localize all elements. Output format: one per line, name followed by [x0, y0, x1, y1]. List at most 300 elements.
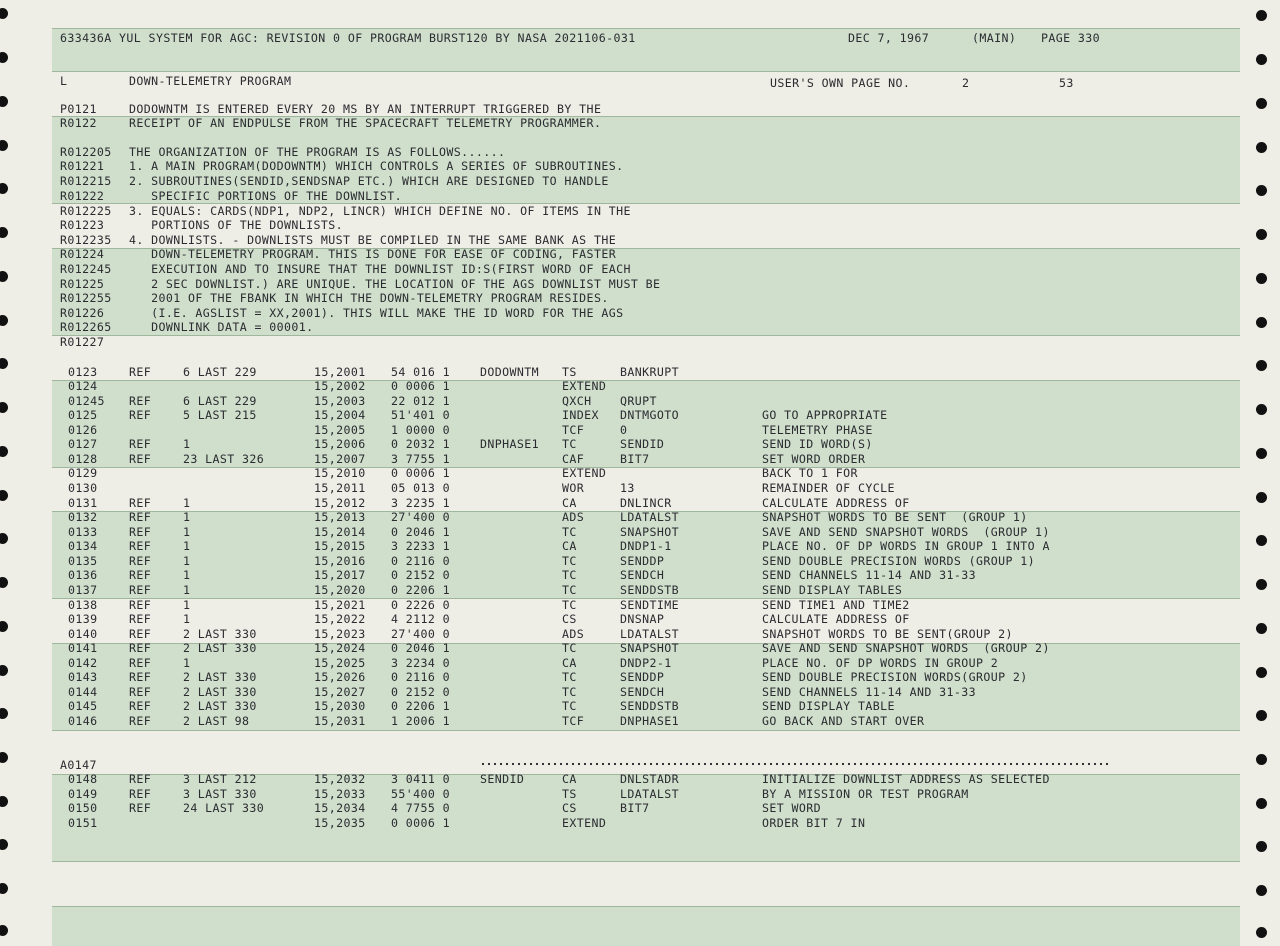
octal-code: 05 013 0 [391, 481, 451, 495]
comment-line-id: R01225 [60, 277, 105, 291]
greenbar-rule [52, 730, 1240, 731]
comment-line-id: R01227 [60, 335, 105, 349]
ref-marker: REF [129, 801, 152, 815]
feed-hole [1256, 142, 1267, 153]
address: 15,2014 [314, 525, 366, 539]
opcode: CS [562, 612, 577, 626]
ref-marker: REF [129, 772, 152, 786]
program-name: DOWN-TELEMETRY PROGRAM [129, 74, 292, 88]
feed-hole [1256, 885, 1267, 896]
operand: DNSNAP [620, 612, 665, 626]
code-comment: CALCULATE ADDRESS OF [762, 612, 910, 626]
operand: LDATALST [620, 510, 680, 524]
octal-code: 3 7755 1 [391, 452, 451, 466]
code-comment: SEND CHANNELS 11-14 AND 31-33 [762, 568, 977, 582]
opcode: EXTEND [562, 816, 607, 830]
feed-hole [0, 446, 8, 457]
comment-line-text: 2. SUBROUTINES(SENDID,SENDSNAP ETC.) WHICH ARE DESIGNED TO HANDLE [129, 174, 609, 188]
ref-info: 2 LAST 98 [183, 714, 250, 728]
line-number: A0147 [60, 758, 97, 772]
feed-hole [0, 708, 8, 719]
address: 15,2023 [314, 627, 366, 641]
ref-info: 2 LAST 330 [183, 641, 257, 655]
comment-line-text: 1. A MAIN PROGRAM(DODOWNTM) WHICH CONTROLS A SERIES OF SUBROUTINES. [129, 159, 624, 173]
comment-line-id: R01226 [60, 306, 105, 320]
opcode: TC [562, 670, 577, 684]
code-comment: REMAINDER OF CYCLE [762, 481, 895, 495]
octal-code: 4 2112 0 [391, 612, 451, 626]
comment-line-id: R01223 [60, 218, 105, 232]
line-number: 0133 [68, 525, 98, 539]
greenbar-rule [52, 861, 1240, 862]
comment-line-text: EXECUTION AND TO INSURE THAT THE DOWNLIST ID:S(FIRST WORD OF EACH [129, 262, 631, 276]
opcode: CA [562, 772, 577, 786]
comment-line-text: (I.E. AGSLIST = XX,2001). THIS WILL MAKE THE ID WORD FOR THE AGS [129, 306, 624, 320]
ref-info: 3 LAST 330 [183, 787, 257, 801]
line-number: 0142 [68, 656, 98, 670]
opcode: TC [562, 568, 577, 582]
ref-marker: REF [129, 496, 152, 510]
feed-hole [0, 96, 8, 107]
opcode: TC [562, 598, 577, 612]
ref-marker: REF [129, 699, 152, 713]
comment-line-text: PORTIONS OF THE DOWNLISTS. [129, 218, 344, 232]
comment-line-id: P0121 [60, 102, 97, 116]
code-comment: SET WORD ORDER [762, 452, 866, 466]
code-comment: PLACE NO. OF DP WORDS IN GROUP 2 [762, 656, 999, 670]
opcode: ADS [562, 510, 585, 524]
header-section: (MAIN) [972, 31, 1017, 45]
feed-hole [1256, 623, 1267, 634]
feed-hole [0, 8, 8, 19]
ref-marker: REF [129, 670, 152, 684]
label: SENDID [480, 772, 525, 786]
feed-hole [1256, 54, 1267, 65]
octal-code: 0 2046 1 [391, 525, 451, 539]
greenbar-rule [52, 467, 1240, 468]
feed-hole [0, 533, 8, 544]
address: 15,2001 [314, 365, 366, 379]
operand: SENDDSTB [620, 583, 680, 597]
feed-hole [1256, 492, 1267, 503]
code-comment: SNAPSHOT WORDS TO BE SENT(GROUP 2) [762, 627, 1013, 641]
operand: DNLINCR [620, 496, 672, 510]
feed-hole [1256, 535, 1267, 546]
line-number: 01245 [68, 394, 105, 408]
line-number: 0138 [68, 598, 98, 612]
comment-line-text: DOWN-TELEMETRY PROGRAM. THIS IS DONE FOR EASE OF CODING, FASTER [129, 247, 617, 261]
code-comment: SEND DISPLAY TABLES [762, 583, 903, 597]
users-page-number: 2 [962, 76, 970, 90]
opcode: CAF [562, 452, 585, 466]
program-code: 53 [1059, 76, 1074, 90]
code-comment: CALCULATE ADDRESS OF [762, 496, 910, 510]
octal-code: 54 016 1 [391, 365, 451, 379]
line-number: 0136 [68, 568, 98, 582]
comment-line-id: R012265 [60, 320, 112, 334]
address: 15,2032 [314, 772, 366, 786]
address: 15,2017 [314, 568, 366, 582]
feed-hole [0, 183, 8, 194]
operand: SENDDSTB [620, 699, 680, 713]
line-number: 0143 [68, 670, 98, 684]
feed-hole [0, 227, 8, 238]
feed-hole [0, 752, 8, 763]
address: 15,2016 [314, 554, 366, 568]
octal-code: 0 0006 1 [391, 816, 451, 830]
operand: LDATALST [620, 787, 680, 801]
comment-line-text: 2001 OF THE FBANK IN WHICH THE DOWN-TELEMETRY PROGRAM RESIDES. [129, 291, 609, 305]
greenbar-band [52, 906, 1240, 946]
opcode: QXCH [562, 394, 592, 408]
opcode: CS [562, 801, 577, 815]
ref-info: 1 [183, 510, 191, 524]
feed-hole [1256, 98, 1267, 109]
address: 15,2021 [314, 598, 366, 612]
header-date: DEC 7, 1967 [848, 31, 930, 45]
header-title: 633436A YUL SYSTEM FOR AGC: REVISION 0 OF PROGRAM BURST120 BY NASA 2021106-031 [60, 31, 636, 45]
feed-hole [0, 315, 8, 326]
code-comment: BACK TO 1 FOR [762, 466, 858, 480]
address: 15,2030 [314, 699, 366, 713]
line-number: 0141 [68, 641, 98, 655]
address: 15,2027 [314, 685, 366, 699]
ref-info: 6 LAST 229 [183, 394, 257, 408]
ref-marker: REF [129, 685, 152, 699]
operand: SENDTIME [620, 598, 680, 612]
address: 15,2033 [314, 787, 366, 801]
label: DODOWNTM [480, 365, 540, 379]
octal-code: 3 2235 1 [391, 496, 451, 510]
operand: SENDCH [620, 685, 665, 699]
feed-hole [1256, 404, 1267, 415]
header-page: PAGE 330 [1041, 31, 1101, 45]
operand: SENDCH [620, 568, 665, 582]
feed-hole [0, 402, 8, 413]
opcode: TC [562, 437, 577, 451]
octal-code: 0 0006 1 [391, 379, 451, 393]
code-comment: SAVE AND SEND SNAPSHOT WORDS (GROUP 1) [762, 525, 1050, 539]
greenbar-rule [52, 380, 1240, 381]
comment-line-text: THE ORGANIZATION OF THE PROGRAM IS AS FOLLOWS...... [129, 145, 506, 159]
ref-marker: REF [129, 598, 152, 612]
address: 15,2026 [314, 670, 366, 684]
feed-hole [0, 839, 8, 850]
line-number: 0134 [68, 539, 98, 553]
octal-code: 3 0411 0 [391, 772, 451, 786]
operand: SENDID [620, 437, 665, 451]
comment-line-id: R012235 [60, 233, 112, 247]
feed-hole [0, 577, 8, 588]
address: 15,2011 [314, 481, 366, 495]
ref-marker: REF [129, 539, 152, 553]
program-tag: L [60, 74, 68, 88]
greenbar-rule [52, 906, 1240, 907]
comment-line-text: 3. EQUALS: CARDS(NDP1, NDP2, LINCR) WHICH DEFINE NO. OF ITEMS IN THE [129, 204, 631, 218]
ref-marker: REF [129, 394, 152, 408]
address: 15,2035 [314, 816, 366, 830]
greenbar-rule [52, 335, 1240, 336]
feed-hole [1256, 667, 1267, 678]
line-number: 0145 [68, 699, 98, 713]
opcode: TS [562, 365, 577, 379]
octal-code: 1 0000 0 [391, 423, 451, 437]
octal-code: 22 012 1 [391, 394, 451, 408]
users-page-label: USER'S OWN PAGE NO. [770, 76, 911, 90]
address: 15,2007 [314, 452, 366, 466]
line-number: 0140 [68, 627, 98, 641]
octal-code: 55'400 0 [391, 787, 451, 801]
ref-marker: REF [129, 452, 152, 466]
octal-code: 3 2234 0 [391, 656, 451, 670]
feed-hole [1256, 798, 1267, 809]
operand: DNTMGOTO [620, 408, 680, 422]
line-number: 0146 [68, 714, 98, 728]
address: 15,2015 [314, 539, 366, 553]
opcode: CA [562, 496, 577, 510]
feed-hole [1256, 10, 1267, 21]
feed-hole [0, 796, 8, 807]
address: 15,2006 [314, 437, 366, 451]
ref-marker: REF [129, 554, 152, 568]
octal-code: 0 2206 1 [391, 699, 451, 713]
greenbar-rule [52, 28, 1240, 29]
ref-info: 1 [183, 598, 191, 612]
line-number: 0126 [68, 423, 98, 437]
ref-info: 5 LAST 215 [183, 408, 257, 422]
comment-line-id: R01222 [60, 189, 105, 203]
ref-info: 1 [183, 496, 191, 510]
code-comment: TELEMETRY PHASE [762, 423, 873, 437]
octal-code: 0 2152 0 [391, 685, 451, 699]
operand: BANKRUPT [620, 365, 680, 379]
comment-line-text: 2 SEC DOWNLIST.) ARE UNIQUE. THE LOCATION OF THE AGS DOWNLIST MUST BE [129, 277, 661, 291]
line-number: 0131 [68, 496, 98, 510]
line-number: 0128 [68, 452, 98, 466]
feed-hole [1256, 710, 1267, 721]
address: 15,2022 [314, 612, 366, 626]
feed-hole [1256, 841, 1267, 852]
ref-marker: REF [129, 627, 152, 641]
octal-code: 0 2116 0 [391, 554, 451, 568]
operand: SNAPSHOT [620, 641, 680, 655]
ref-marker: REF [129, 656, 152, 670]
operand: DNDP1-1 [620, 539, 672, 553]
ref-info: 1 [183, 656, 191, 670]
opcode: TCF [562, 714, 585, 728]
code-comment: ORDER BIT 7 IN [762, 816, 866, 830]
address: 15,2025 [314, 656, 366, 670]
octal-code: 0 2152 0 [391, 568, 451, 582]
ref-info: 2 LAST 330 [183, 627, 257, 641]
line-number: 0148 [68, 772, 98, 786]
feed-hole [1256, 229, 1267, 240]
ref-marker: REF [129, 510, 152, 524]
opcode: WOR [562, 481, 585, 495]
line-number: 0151 [68, 816, 98, 830]
feed-hole [0, 358, 8, 369]
address: 15,2031 [314, 714, 366, 728]
line-number: 0129 [68, 466, 98, 480]
ref-info: 2 LAST 330 [183, 670, 257, 684]
ref-marker: REF [129, 408, 152, 422]
ref-marker: REF [129, 641, 152, 655]
octal-code: 27'400 0 [391, 627, 451, 641]
comment-line-text: DODOWNTM IS ENTERED EVERY 20 MS BY AN INTERRUPT TRIGGERED BY THE [129, 102, 602, 116]
comment-line-text: RECEIPT OF AN ENDPULSE FROM THE SPACECRAFT TELEMETRY PROGRAMMER. [129, 116, 602, 130]
address: 15,2002 [314, 379, 366, 393]
code-comment: GO BACK AND START OVER [762, 714, 925, 728]
ref-info: 6 LAST 229 [183, 365, 257, 379]
ref-marker: REF [129, 568, 152, 582]
address: 15,2024 [314, 641, 366, 655]
comment-line-id: R01224 [60, 247, 105, 261]
operand: 0 [620, 423, 628, 437]
opcode: CA [562, 539, 577, 553]
ref-marker: REF [129, 714, 152, 728]
code-comment: SEND DOUBLE PRECISION WORDS(GROUP 2) [762, 670, 1028, 684]
operand: 13 [620, 481, 635, 495]
code-comment: SEND ID WORD(S) [762, 437, 873, 451]
address: 15,2003 [314, 394, 366, 408]
ref-info: 24 LAST 330 [183, 801, 265, 815]
operand: SENDDP [620, 554, 665, 568]
octal-code: 0 2032 1 [391, 437, 451, 451]
ref-info: 1 [183, 525, 191, 539]
ref-marker: REF [129, 583, 152, 597]
feed-hole [1256, 360, 1267, 371]
line-number: 0139 [68, 612, 98, 626]
feed-hole [0, 621, 8, 632]
operand: SNAPSHOT [620, 525, 680, 539]
line-number: 0123 [68, 365, 98, 379]
address: 15,2012 [314, 496, 366, 510]
line-number: 0135 [68, 554, 98, 568]
feed-hole [1256, 579, 1267, 590]
opcode: EXTEND [562, 466, 607, 480]
comment-line-id: R01221 [60, 159, 105, 173]
code-comment: SNAPSHOT WORDS TO BE SENT (GROUP 1) [762, 510, 1028, 524]
operand: BIT7 [620, 801, 650, 815]
comment-line-text: SPECIFIC PORTIONS OF THE DOWNLIST. [129, 189, 403, 203]
comment-line-id: R012225 [60, 204, 112, 218]
code-comment: SAVE AND SEND SNAPSHOT WORDS (GROUP 2) [762, 641, 1050, 655]
ref-info: 1 [183, 612, 191, 626]
line-number: 0124 [68, 379, 98, 393]
octal-code: 0 2116 0 [391, 670, 451, 684]
ref-info: 2 LAST 330 [183, 699, 257, 713]
octal-code: 0 2226 0 [391, 598, 451, 612]
code-comment: BY A MISSION OR TEST PROGRAM [762, 787, 969, 801]
octal-code: 51'401 0 [391, 408, 451, 422]
line-number: 0132 [68, 510, 98, 524]
line-number: 0150 [68, 801, 98, 815]
ref-info: 1 [183, 437, 191, 451]
comment-line-id: R0122 [60, 116, 97, 130]
line-number: 0137 [68, 583, 98, 597]
opcode: INDEX [562, 408, 599, 422]
ref-marker: REF [129, 365, 152, 379]
code-comment: SEND CHANNELS 11-14 AND 31-33 [762, 685, 977, 699]
feed-hole [1256, 927, 1267, 938]
operand: QRUPT [620, 394, 657, 408]
comment-line-id: R012245 [60, 262, 112, 276]
comment-line-id: R012205 [60, 145, 112, 159]
opcode: EXTEND [562, 379, 607, 393]
octal-code: 1 2006 1 [391, 714, 451, 728]
feed-hole [0, 883, 8, 894]
opcode: CA [562, 656, 577, 670]
feed-hole [1256, 448, 1267, 459]
line-number: 0125 [68, 408, 98, 422]
ref-info: 3 LAST 212 [183, 772, 257, 786]
operand: DNPHASE1 [620, 714, 680, 728]
code-comment: SEND DOUBLE PRECISION WORDS (GROUP 1) [762, 554, 1036, 568]
operand: LDATALST [620, 627, 680, 641]
feed-hole [1256, 754, 1267, 765]
operand: SENDDP [620, 670, 665, 684]
code-comment: SET WORD [762, 801, 822, 815]
feed-hole [1256, 317, 1267, 328]
operand: DNDP2-1 [620, 656, 672, 670]
line-number: 0127 [68, 437, 98, 451]
ref-info: 1 [183, 568, 191, 582]
operand: BIT7 [620, 452, 650, 466]
opcode: ADS [562, 627, 585, 641]
feed-hole [1256, 185, 1267, 196]
code-comment: INITIALIZE DOWNLIST ADDRESS AS SELECTED [762, 772, 1050, 786]
ref-info: 23 LAST 326 [183, 452, 265, 466]
comment-line-id: R012255 [60, 291, 112, 305]
label: DNPHASE1 [480, 437, 540, 451]
ref-info: 2 LAST 330 [183, 685, 257, 699]
line-number: 0144 [68, 685, 98, 699]
octal-code: 0 0006 1 [391, 466, 451, 480]
opcode: TC [562, 583, 577, 597]
code-comment: SEND DISPLAY TABLE [762, 699, 895, 713]
comment-line-text: DOWNLINK DATA = 00001. [129, 320, 314, 334]
ref-info: 1 [183, 554, 191, 568]
opcode: TC [562, 699, 577, 713]
ref-marker: REF [129, 612, 152, 626]
code-comment: SEND TIME1 AND TIME2 [762, 598, 910, 612]
feed-hole [0, 665, 8, 676]
octal-code: 3 2233 1 [391, 539, 451, 553]
address: 15,2005 [314, 423, 366, 437]
ref-marker: REF [129, 787, 152, 801]
operand: DNLSTADR [620, 772, 680, 786]
address: 15,2010 [314, 466, 366, 480]
opcode: TC [562, 641, 577, 655]
comment-line-text: 4. DOWNLISTS. - DOWNLISTS MUST BE COMPILED IN THE SAME BANK AS THE [129, 233, 617, 247]
ref-info: 1 [183, 583, 191, 597]
address: 15,2034 [314, 801, 366, 815]
address: 15,2004 [314, 408, 366, 422]
code-comment: GO TO APPROPRIATE [762, 408, 888, 422]
address: 15,2020 [314, 583, 366, 597]
ref-info: 1 [183, 539, 191, 553]
opcode: TC [562, 685, 577, 699]
octal-code: 0 2046 1 [391, 641, 451, 655]
separator-dots [480, 762, 1110, 766]
feed-hole [0, 271, 8, 282]
octal-code: 0 2206 1 [391, 583, 451, 597]
octal-code: 4 7755 0 [391, 801, 451, 815]
ref-marker: REF [129, 437, 152, 451]
feed-hole [0, 52, 8, 63]
greenbar-rule [52, 71, 1240, 72]
feed-hole [0, 925, 8, 936]
